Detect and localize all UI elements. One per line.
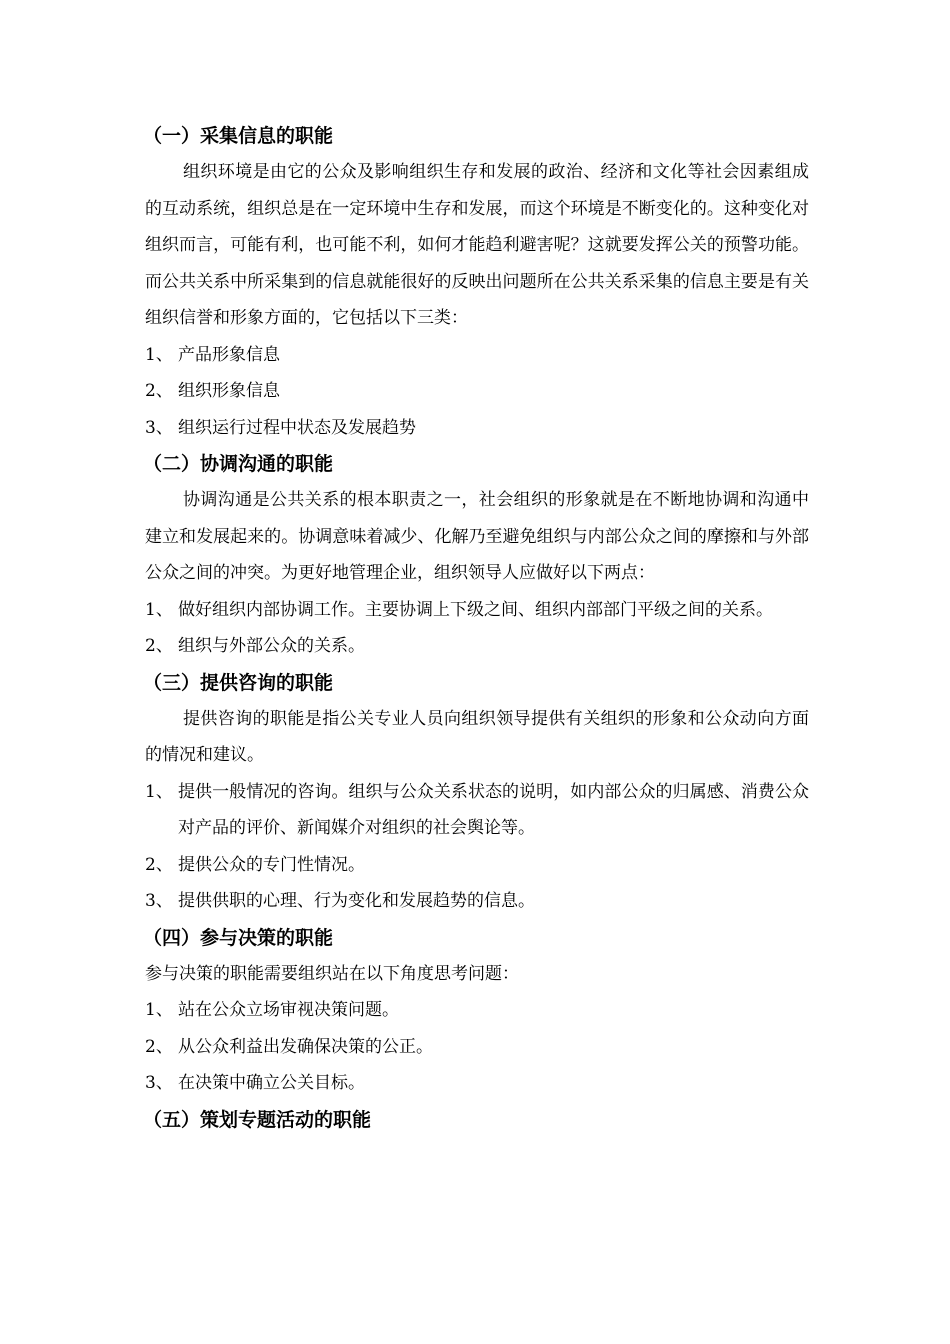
section-4-paragraph: 参与决策的职能需要组织站在以下角度思考问题： [145, 963, 519, 984]
list-item [145, 847, 809, 884]
section-5-heading: （五）策划专题活动的职能 [143, 1108, 372, 1131]
section-3-paragraph: 提供咨询的职能是指公关专业人员向组织领导提供有关组织的形象和公众动向方面的情况和建议。 [145, 708, 809, 765]
list-item-number: 1、 [145, 1000, 173, 1020]
list-item-number: 2、 [145, 1036, 173, 1057]
list-item-text: 做好组织内部协调工作。主要协调上下级之间、组织内部部门平级之间的关系。 [178, 599, 773, 620]
list-item-number: 3、 [145, 891, 173, 911]
list-item-text: 组织运行过程中状态及发展趋势 [178, 417, 416, 438]
section-1-paragraph: 组织环境是由它的公众及影响组织生存和发展的政治、经济和文化等社会因素组成的互动系统，组织总是在一定环境中生存和发展，而这个环境是不断变化的。这种变化对组织而言，可能有利，也可能不利，如何才能趋利避害呢？这就要发挥公关的预警功能。而公共关系中所采集到的信息就能很好的反映出问题所在公共关系采集的信息主要是有关组织信誉和形象方面的，它包括以下三类： [145, 162, 809, 328]
list-item [145, 1029, 809, 1066]
list-item-number: 1、 [145, 599, 173, 620]
list-item [145, 774, 809, 847]
list-item [145, 1065, 809, 1102]
list-item-text: 组织形象信息 [178, 381, 280, 401]
list-item [145, 410, 809, 447]
list-item-number: 3、 [145, 417, 173, 438]
list-item [145, 592, 809, 629]
list-item [145, 628, 809, 665]
list-item-number: 3、 [145, 1073, 173, 1093]
list-item-number: 2、 [145, 854, 173, 875]
list-item-text: 组织与外部公众的关系。 [178, 636, 365, 656]
list-item-text: 从公众利益出发确保决策的公正。 [178, 1036, 433, 1057]
document-page [145, 118, 809, 1138]
section-2-heading: （二）协调沟通的职能 [143, 453, 334, 475]
list-item-text: 站在公众立场审视决策问题。 [178, 1000, 399, 1020]
list-item-text: 提供一般情况的咨询。组织与公众关系状态的说明，如内部公众的归属感、消费公众对产品的评价、新闻媒介对组织的社会舆论等。 [178, 781, 809, 838]
list-item [145, 992, 809, 1029]
list-item-text: 产品形象信息 [178, 344, 280, 365]
section-2-paragraph: 协调沟通是公共关系的根本职责之一，社会组织的形象就是在不断地协调和沟通中建立和发展起来的。协调意味着减少、化解乃至避免组织与内部公众之间的摩擦和与外部公众之间的冲突。为更好地管理企业，组织领导人应做好以下两点： [145, 490, 809, 583]
list-item-number: 1、 [145, 781, 173, 802]
list-item-number: 2、 [145, 636, 173, 656]
list-item-text: 提供供职的心理、行为变化和发展趋势的信息。 [178, 891, 535, 911]
list-item-number: 2、 [145, 381, 173, 401]
list-item [145, 373, 809, 410]
list-item-number: 1、 [145, 344, 173, 365]
list-item [145, 337, 809, 374]
section-1-heading: （一）采集信息的职能 [143, 125, 334, 147]
section-4-heading: （四）参与决策的职能 [143, 926, 334, 949]
list-item-text: 提供公众的专门性情况。 [178, 854, 365, 875]
section-3-heading: （三）提供咨询的职能 [143, 671, 334, 694]
list-item [145, 883, 809, 920]
list-item-text: 在决策中确立公关目标。 [178, 1073, 365, 1093]
